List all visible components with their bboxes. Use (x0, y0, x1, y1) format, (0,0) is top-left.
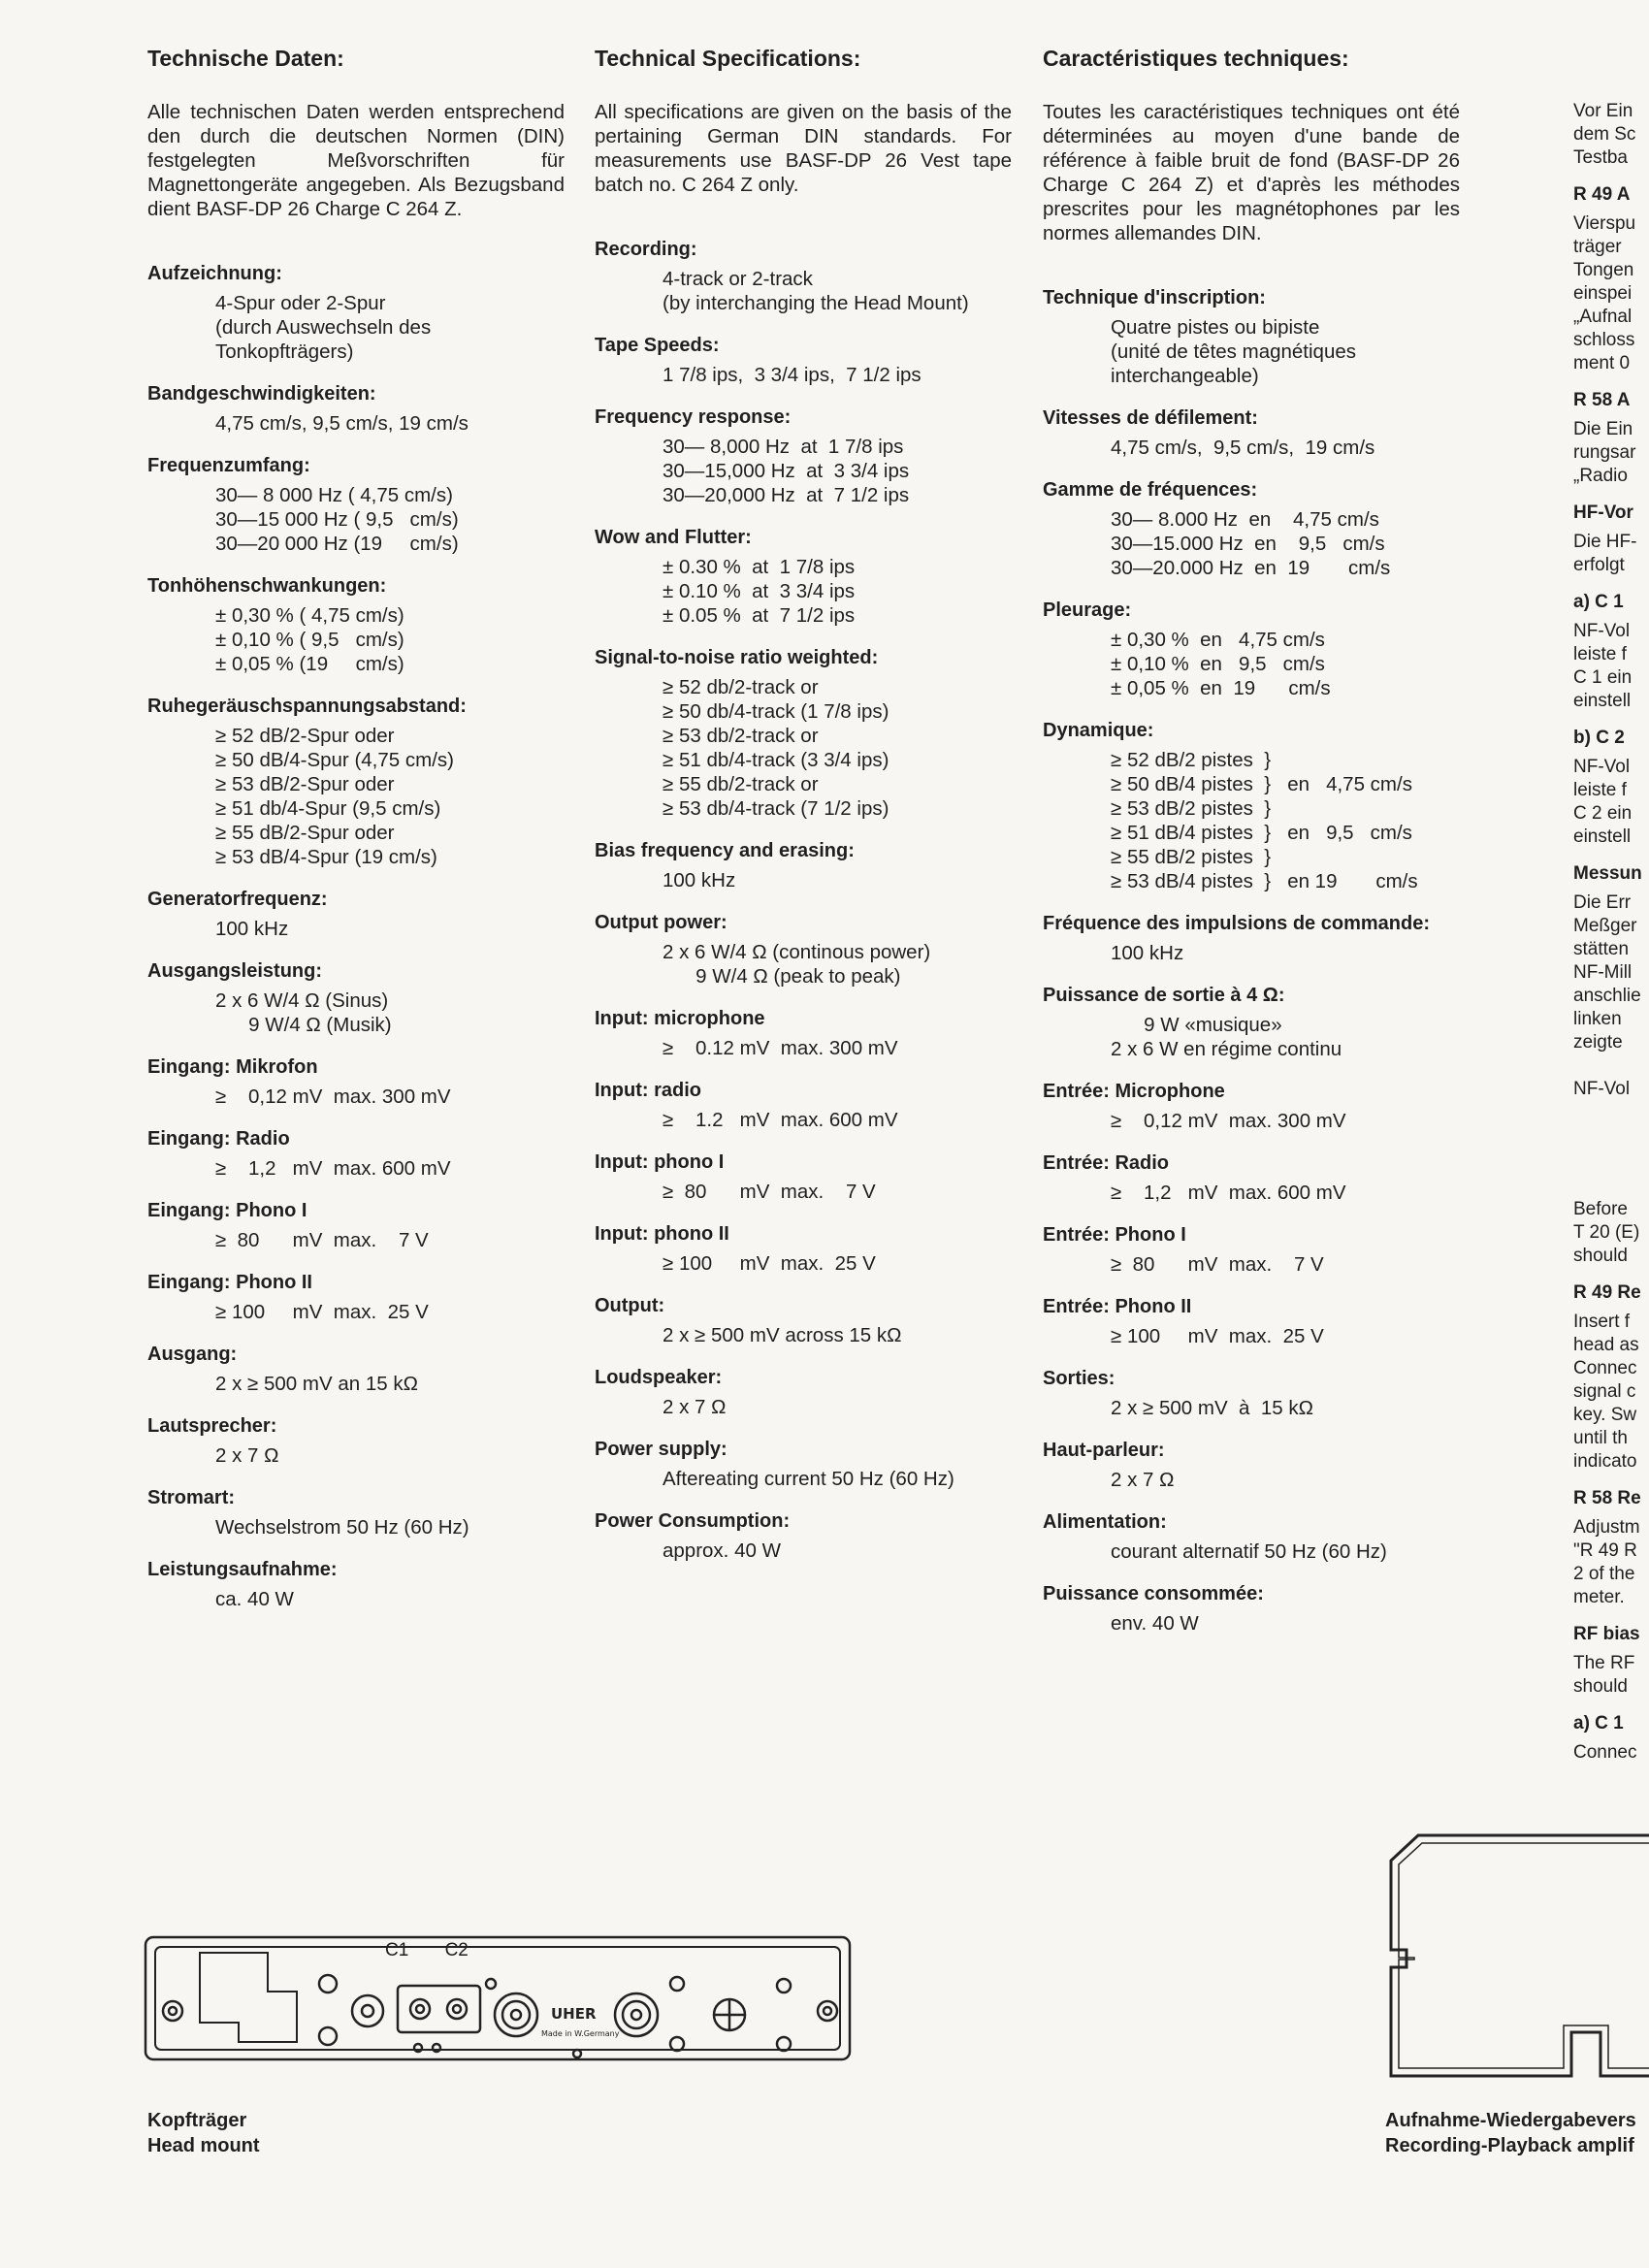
spec-label: Alimentation: (1043, 1511, 1167, 1533)
clipped-line: "R 49 R (1573, 1540, 1637, 1561)
spec-item (595, 1222, 1012, 1276)
spec-value: (by interchanging the Head Mount) (663, 292, 969, 314)
spec-item (595, 1366, 1012, 1419)
spec-value: 2 x 7 Ω (215, 1444, 279, 1467)
spec-label: Tonhöhenschwankungen: (147, 575, 387, 597)
spec-label: Puissance de sortie à 4 Ω: (1043, 985, 1285, 1006)
clipped-heading: R 58 Re (1573, 1488, 1641, 1508)
spec-value: ≥ 1,2 mV max. 600 mV (1111, 1182, 1346, 1204)
spec-value: env. 40 W (1111, 1612, 1199, 1635)
clipped-line: Tongen (1573, 260, 1634, 280)
clipped-paragraph (1573, 1487, 1649, 1609)
spec-value: ≥ 53 dB/2-Spur oder (215, 773, 395, 795)
clipped-line: leiste f (1573, 780, 1627, 800)
clipped-line: meter. (1573, 1587, 1625, 1607)
clipped-line: einstell (1573, 691, 1632, 711)
spec-label: Wow and Flutter: (595, 527, 752, 548)
spec-item (1043, 286, 1460, 388)
spec-value: 30—20 000 Hz (19 cm/s) (215, 533, 459, 555)
spec-label: Input: phono II (595, 1223, 729, 1245)
spec-value: ≥ 100 mV max. 25 V (663, 1252, 876, 1275)
clipped-line: Insert f (1573, 1312, 1631, 1332)
spec-value: ≥ 50 dB/4 pistes } en 4,75 cm/s (1111, 773, 1412, 795)
spec-item (147, 695, 565, 869)
spec-value: ± 0.05 % at 7 1/2 ips (663, 604, 856, 627)
spec-value: ≥ 1.2 mV max. 600 mV (663, 1109, 898, 1131)
clipped-line: C 2 ein (1573, 803, 1633, 824)
spec-item (147, 1127, 565, 1181)
clipped-line: Testba (1573, 147, 1628, 168)
clipped-line: indicato (1573, 1451, 1637, 1472)
spec-item (147, 1199, 565, 1252)
spec-label: Entrée: Radio (1043, 1152, 1170, 1174)
spec-item (1043, 1223, 1460, 1277)
clipped-line: dem Sc (1573, 124, 1636, 145)
spec-value: ± 0,30 % en 4,75 cm/s (1111, 629, 1325, 651)
spec-label: Signal-to-noise ratio weighted: (595, 647, 879, 668)
spec-label: Technique d'inscription: (1043, 287, 1266, 308)
spec-label: Tape Speeds: (595, 335, 720, 356)
spec-value: ± 0,30 % ( 4,75 cm/s) (215, 604, 404, 627)
spec-item (147, 1343, 565, 1396)
spec-value: ± 0.10 % at 3 3/4 ips (663, 580, 856, 602)
spec-item (1043, 984, 1460, 1061)
spec-label: Gamme de fréquences: (1043, 479, 1258, 501)
clipped-line: NF-Vol (1573, 757, 1631, 777)
spec-item (1043, 406, 1460, 460)
spec-value: 30—20.000 Hz en 19 cm/s (1111, 557, 1391, 579)
column-french (1043, 47, 1460, 1654)
clipped-line: NF-Vol (1573, 1079, 1631, 1099)
spec-item (595, 646, 1012, 821)
head-mount-diagram (144, 1935, 852, 2061)
spec-item (147, 262, 565, 364)
clipped-line: rungsar (1573, 442, 1636, 463)
spec-value: ≥ 1,2 mV max. 600 mV (215, 1157, 451, 1180)
clipped-line: Connec (1573, 1742, 1637, 1763)
spec-value: (unité de têtes magnétiques (1111, 340, 1356, 363)
spec-value: 9 W «musique» (1111, 1014, 1282, 1036)
spec-value: ± 0,10 % ( 9,5 cm/s) (215, 629, 404, 651)
spec-label: Pleurage: (1043, 599, 1132, 621)
clipped-line: head as (1573, 1335, 1639, 1355)
spec-value: 2 x 6 W en régime continu (1111, 1038, 1342, 1060)
spec-value: 100 kHz (215, 918, 289, 940)
clipped-line: key. Sw (1573, 1405, 1637, 1425)
spec-item (147, 959, 565, 1037)
spec-label: Ausgangsleistung: (147, 960, 323, 982)
clipped-line: Die HF- (1573, 532, 1637, 552)
clipped-line: Die Err (1573, 892, 1632, 913)
spec-label: Loudspeaker: (595, 1367, 723, 1388)
spec-item (1043, 1080, 1460, 1133)
caption-de: Kopfträger (147, 2110, 247, 2131)
made-in-label: Made in W.Germany (541, 2029, 620, 2038)
spec-label: Input: microphone (595, 1008, 765, 1029)
spec-value: 2 x 7 Ω (1111, 1469, 1175, 1491)
clipped-right-column (1573, 100, 1649, 1807)
spec-value: 4-track or 2-track (663, 268, 813, 290)
clipped-heading: a) C 1 (1573, 592, 1624, 612)
spec-label: Eingang: Phono II (147, 1272, 312, 1293)
clipped-line: stätten (1573, 939, 1630, 959)
spec-value: interchangeable) (1111, 365, 1259, 387)
spec-label: Entrée: Phono I (1043, 1224, 1186, 1246)
spec-value: 30—15,000 Hz at 3 3/4 ips (663, 460, 910, 482)
spec-label: Leistungsaufnahme: (147, 1559, 338, 1580)
spec-value: courant alternatif 50 Hz (60 Hz) (1111, 1540, 1387, 1563)
brand-logo: UHER (551, 2005, 597, 2023)
spec-item (147, 1486, 565, 1539)
clipped-line: Vor Ein (1573, 101, 1633, 121)
spec-value: ≥ 52 db/2-track or (663, 676, 819, 698)
spec-label: Bias frequency and erasing: (595, 840, 855, 861)
spec-label: Input: radio (595, 1080, 701, 1101)
spec-item (595, 405, 1012, 507)
caption-en: Recording-Playback amplif (1385, 2135, 1634, 2156)
spec-item (147, 454, 565, 556)
spec-list (1043, 286, 1460, 1636)
spec-item (595, 1150, 1012, 1204)
spec-item (595, 334, 1012, 387)
spec-label: Ruhegeräuschspannungsabstand: (147, 696, 467, 717)
spec-label: Frequency response: (595, 406, 792, 428)
clipped-heading: Messun (1573, 863, 1642, 884)
clipped-heading: R 58 A (1573, 390, 1631, 410)
caption-amplifier (1385, 2108, 1649, 2158)
spec-value: ≥ 53 dB/2 pistes } (1111, 797, 1272, 820)
spec-value: ≥ 80 mV max. 7 V (215, 1229, 429, 1251)
clipped-line: Before (1573, 1199, 1628, 1219)
spec-value: 1 7/8 ips, 3 3/4 ips, 7 1/2 ips (663, 364, 922, 386)
spec-item (595, 1509, 1012, 1563)
spec-value: ± 0,05 % en 19 cm/s (1111, 677, 1331, 699)
spec-label: Aufzeichnung: (147, 263, 282, 284)
spec-list (147, 262, 565, 1611)
spec-value: 30— 8 000 Hz ( 4,75 cm/s) (215, 484, 453, 506)
spec-value: ≥ 80 mV max. 7 V (1111, 1253, 1324, 1276)
spec-item (595, 238, 1012, 315)
spec-label: Bandgeschwindigkeiten: (147, 383, 376, 405)
spec-item (1043, 1439, 1460, 1492)
c1-label: C1 (385, 1940, 409, 1960)
clipped-line: schloss (1573, 330, 1635, 350)
spec-item (595, 1294, 1012, 1347)
spec-value: ± 0,05 % (19 cm/s) (215, 653, 404, 675)
spec-item (147, 382, 565, 436)
spec-item (147, 1558, 565, 1611)
spec-value: Tonkopfträgers) (215, 340, 354, 363)
spec-value: 100 kHz (1111, 942, 1184, 964)
intro-paragraph: Alle technischen Daten werden entsprechend den durch die deutschen Normen (DIN) festgelegten Meßvorschriften für Magnettongeräte angegeben. Als Bezugsband dient BASF-DP 26 Charge C 264 Z. (147, 101, 565, 220)
clipped-heading: R 49 A (1573, 184, 1631, 205)
column-title: Caractéristiques techniques: (1043, 46, 1349, 71)
spec-label: Recording: (595, 239, 697, 260)
spec-value: 2 x 6 W/4 Ω (Sinus) (215, 989, 389, 1012)
spec-item (1043, 599, 1460, 700)
spec-label: Eingang: Phono I (147, 1200, 307, 1221)
spec-value: 30—15 000 Hz ( 9,5 cm/s) (215, 508, 459, 531)
clipped-line: NF-Vol (1573, 621, 1631, 641)
clipped-heading: HF-Vor (1573, 502, 1633, 523)
clipped-line: Die Ein (1573, 419, 1633, 439)
spec-item (147, 574, 565, 676)
clipped-line: Meßger (1573, 916, 1637, 936)
column-gap (1573, 1111, 1649, 1198)
spec-value: 100 kHz (663, 869, 736, 891)
spec-item (147, 888, 565, 941)
spec-value: 9 W/4 Ω (Musik) (215, 1014, 392, 1036)
spec-item (595, 526, 1012, 628)
spec-value: 30—20,000 Hz at 7 1/2 ips (663, 484, 910, 506)
spec-item (595, 1007, 1012, 1060)
clipped-heading: a) C 1 (1573, 1713, 1624, 1733)
clipped-line: Vierspu (1573, 213, 1636, 234)
amplifier-outline-diagram (1377, 1814, 1649, 2086)
spec-value: 2 x 6 W/4 Ω (continous power) (663, 941, 931, 963)
spec-value: ≥ 53 dB/4 pistes } en 19 cm/s (1111, 870, 1418, 892)
spec-value: ± 0,10 % en 9,5 cm/s (1111, 653, 1325, 675)
spec-value: ≥ 51 db/4-track (3 3/4 ips) (663, 749, 889, 771)
spec-value: ca. 40 W (215, 1588, 294, 1610)
spec-label: Power Consumption: (595, 1510, 791, 1532)
spec-value: ≥ 0,12 mV max. 300 mV (1111, 1110, 1346, 1132)
spec-label: Dynamique: (1043, 720, 1154, 741)
spec-value: 9 W/4 Ω (peak to peak) (663, 965, 901, 988)
spec-value: 30— 8,000 Hz at 1 7/8 ips (663, 436, 904, 458)
spec-value: ≥ 51 dB/4 pistes } en 9,5 cm/s (1111, 822, 1412, 844)
spec-label: Entrée: Phono II (1043, 1296, 1192, 1317)
spec-item (595, 839, 1012, 892)
spec-value: 2 x ≥ 500 mV across 15 kΩ (663, 1324, 902, 1346)
spec-value: 4,75 cm/s, 9,5 cm/s, 19 cm/s (1111, 437, 1375, 459)
spec-value: Wechselstrom 50 Hz (60 Hz) (215, 1516, 469, 1539)
spec-value: 2 x ≥ 500 mV à 15 kΩ (1111, 1397, 1313, 1419)
intro-paragraph: All specifications are given on the basis of the pertaining German DIN standards. For measurements use BASF-DP 26 Vest tape batch no. C 264 Z only. (595, 101, 1012, 196)
spec-value: ≥ 50 dB/4-Spur (4,75 cm/s) (215, 749, 454, 771)
clipped-paragraph (1573, 100, 1649, 170)
caption-de: Aufnahme-Wiedergabevers (1385, 2110, 1636, 2131)
clipped-line: einspei (1573, 283, 1633, 304)
spec-item (595, 1079, 1012, 1132)
spec-item (147, 1414, 565, 1468)
clipped-line: should (1573, 1676, 1628, 1697)
clipped-line: erfolgt (1573, 555, 1625, 575)
clipped-line: until th (1573, 1428, 1628, 1448)
spec-label: Output: (595, 1295, 665, 1316)
spec-item (1043, 1367, 1460, 1420)
clipped-heading: b) C 2 (1573, 728, 1625, 748)
spec-value: ≥ 52 dB/2-Spur oder (215, 725, 395, 747)
spec-value: ± 0.30 % at 1 7/8 ips (663, 556, 856, 578)
spec-value: (durch Auswechseln des (215, 316, 432, 339)
clipped-line: T 20 (E) (1573, 1222, 1640, 1243)
spec-label: Input: phono I (595, 1151, 725, 1173)
clipped-line (1573, 1054, 1649, 1078)
clipped-paragraph (1573, 1281, 1649, 1474)
spec-label: Output power: (595, 912, 728, 933)
spec-label: Lautsprecher: (147, 1415, 277, 1437)
clipped-line: „Aufnal (1573, 307, 1633, 327)
clipped-line: ment 0 (1573, 353, 1631, 373)
caption-head-mount (147, 2108, 260, 2158)
spec-label: Generatorfrequenz: (147, 889, 328, 910)
spec-value: 4,75 cm/s, 9,5 cm/s, 19 cm/s (215, 412, 469, 435)
spec-label: Frequenzumfang: (147, 455, 310, 476)
spec-value: ≥ 0,12 mV max. 300 mV (215, 1085, 451, 1108)
spec-value: ≥ 55 dB/2-Spur oder (215, 822, 395, 844)
spec-value: ≥ 51 db/4-Spur (9,5 cm/s) (215, 797, 441, 820)
spec-value: 4-Spur oder 2-Spur (215, 292, 386, 314)
clipped-line: The RF (1573, 1653, 1635, 1673)
column-english (595, 47, 1012, 1581)
spec-item (1043, 1295, 1460, 1348)
clipped-line: „Radio (1573, 466, 1628, 486)
clipped-line: should (1573, 1246, 1628, 1266)
clipped-paragraph (1573, 1198, 1649, 1268)
spec-value: ≥ 53 dB/4-Spur (19 cm/s) (215, 846, 437, 868)
spec-value: ≥ 55 db/2-track or (663, 773, 819, 795)
spec-item (147, 1271, 565, 1324)
clipped-line: einstell (1573, 826, 1632, 847)
clipped-heading: R 49 Re (1573, 1282, 1641, 1303)
spec-item (1043, 719, 1460, 893)
spec-item (1043, 912, 1460, 965)
clipped-line: C 1 ein (1573, 667, 1633, 688)
column-title: Technical Specifications: (595, 46, 861, 71)
clipped-line: anschlie (1573, 986, 1641, 1006)
spec-item (595, 911, 1012, 988)
caption-en: Head mount (147, 2135, 260, 2156)
spec-label: Fréquence des impulsions de commande: (1043, 913, 1430, 934)
clipped-heading: RF bias (1573, 1624, 1640, 1644)
spec-item (1043, 478, 1460, 580)
spec-label: Stromart: (147, 1487, 236, 1508)
spec-item (595, 1438, 1012, 1491)
spec-label: Haut-parleur: (1043, 1440, 1165, 1461)
spec-value: 30— 8.000 Hz en 4,75 cm/s (1111, 508, 1379, 531)
clipped-paragraph (1573, 389, 1649, 488)
clipped-paragraph (1573, 727, 1649, 849)
spec-label: Eingang: Mikrofon (147, 1056, 318, 1078)
clipped-paragraph (1573, 502, 1649, 577)
spec-value: Aftereating current 50 Hz (60 Hz) (663, 1468, 954, 1490)
clipped-line: linken (1573, 1009, 1622, 1029)
spec-value: ≥ 100 mV max. 25 V (1111, 1325, 1324, 1347)
clipped-line: 2 of the (1573, 1564, 1635, 1584)
spec-label: Entrée: Microphone (1043, 1081, 1225, 1102)
spec-label: Puissance consommée: (1043, 1583, 1264, 1604)
spec-label: Ausgang: (147, 1344, 238, 1365)
clipped-line: signal c (1573, 1381, 1636, 1402)
spec-value: ≥ 0.12 mV max. 300 mV (663, 1037, 898, 1059)
spec-list (595, 238, 1012, 1563)
spec-value: ≥ 53 db/2-track or (663, 725, 819, 747)
spec-value: 2 x ≥ 500 mV an 15 kΩ (215, 1373, 418, 1395)
spec-item (1043, 1151, 1460, 1205)
clipped-paragraph (1573, 862, 1649, 1101)
spec-value: 2 x 7 Ω (663, 1396, 727, 1418)
clipped-paragraph (1573, 1623, 1649, 1699)
clipped-line: zeigte (1573, 1032, 1623, 1053)
spec-item (1043, 1510, 1460, 1564)
spec-value: ≥ 53 db/4-track (7 1/2 ips) (663, 797, 889, 820)
spec-label: Eingang: Radio (147, 1128, 290, 1150)
column-german (147, 47, 565, 1630)
clipped-line: NF-Mill (1573, 962, 1633, 983)
c2-label: C2 (444, 1940, 469, 1960)
spec-value: ≥ 80 mV max. 7 V (663, 1181, 876, 1203)
spec-value: Quatre pistes ou bipiste (1111, 316, 1320, 339)
spec-value: ≥ 50 db/4-track (1 7/8 ips) (663, 700, 889, 723)
spec-value: ≥ 100 mV max. 25 V (215, 1301, 429, 1323)
clipped-line: Connec (1573, 1358, 1637, 1378)
clipped-paragraph (1573, 1712, 1649, 1765)
spec-label: Power supply: (595, 1439, 728, 1460)
spec-item (1043, 1582, 1460, 1636)
spec-label: Sorties: (1043, 1368, 1116, 1389)
clipped-paragraph (1573, 591, 1649, 713)
clipped-line: leiste f (1573, 644, 1627, 664)
spec-value: approx. 40 W (663, 1539, 781, 1562)
clipped-line: Adjustm (1573, 1517, 1640, 1538)
clipped-line: träger (1573, 237, 1622, 257)
spec-label: Vitesses de défilement: (1043, 407, 1258, 429)
column-title: Technische Daten: (147, 46, 344, 71)
spec-item (147, 1055, 565, 1109)
spec-value: 30—15.000 Hz en 9,5 cm/s (1111, 533, 1385, 555)
intro-paragraph: Toutes les caractéristiques techniques ont été déterminées au moyen d'une bande de référence à faible bruit de fond (BASF-DP 26 Charge C 264 Z) et d'après les méthodes prescrites pour les magnétophones par les normes allemandes DIN. (1043, 101, 1460, 244)
spec-value: ≥ 55 dB/2 pistes } (1111, 846, 1272, 868)
spec-value: ≥ 52 dB/2 pistes } (1111, 749, 1272, 771)
clipped-paragraph (1573, 183, 1649, 375)
